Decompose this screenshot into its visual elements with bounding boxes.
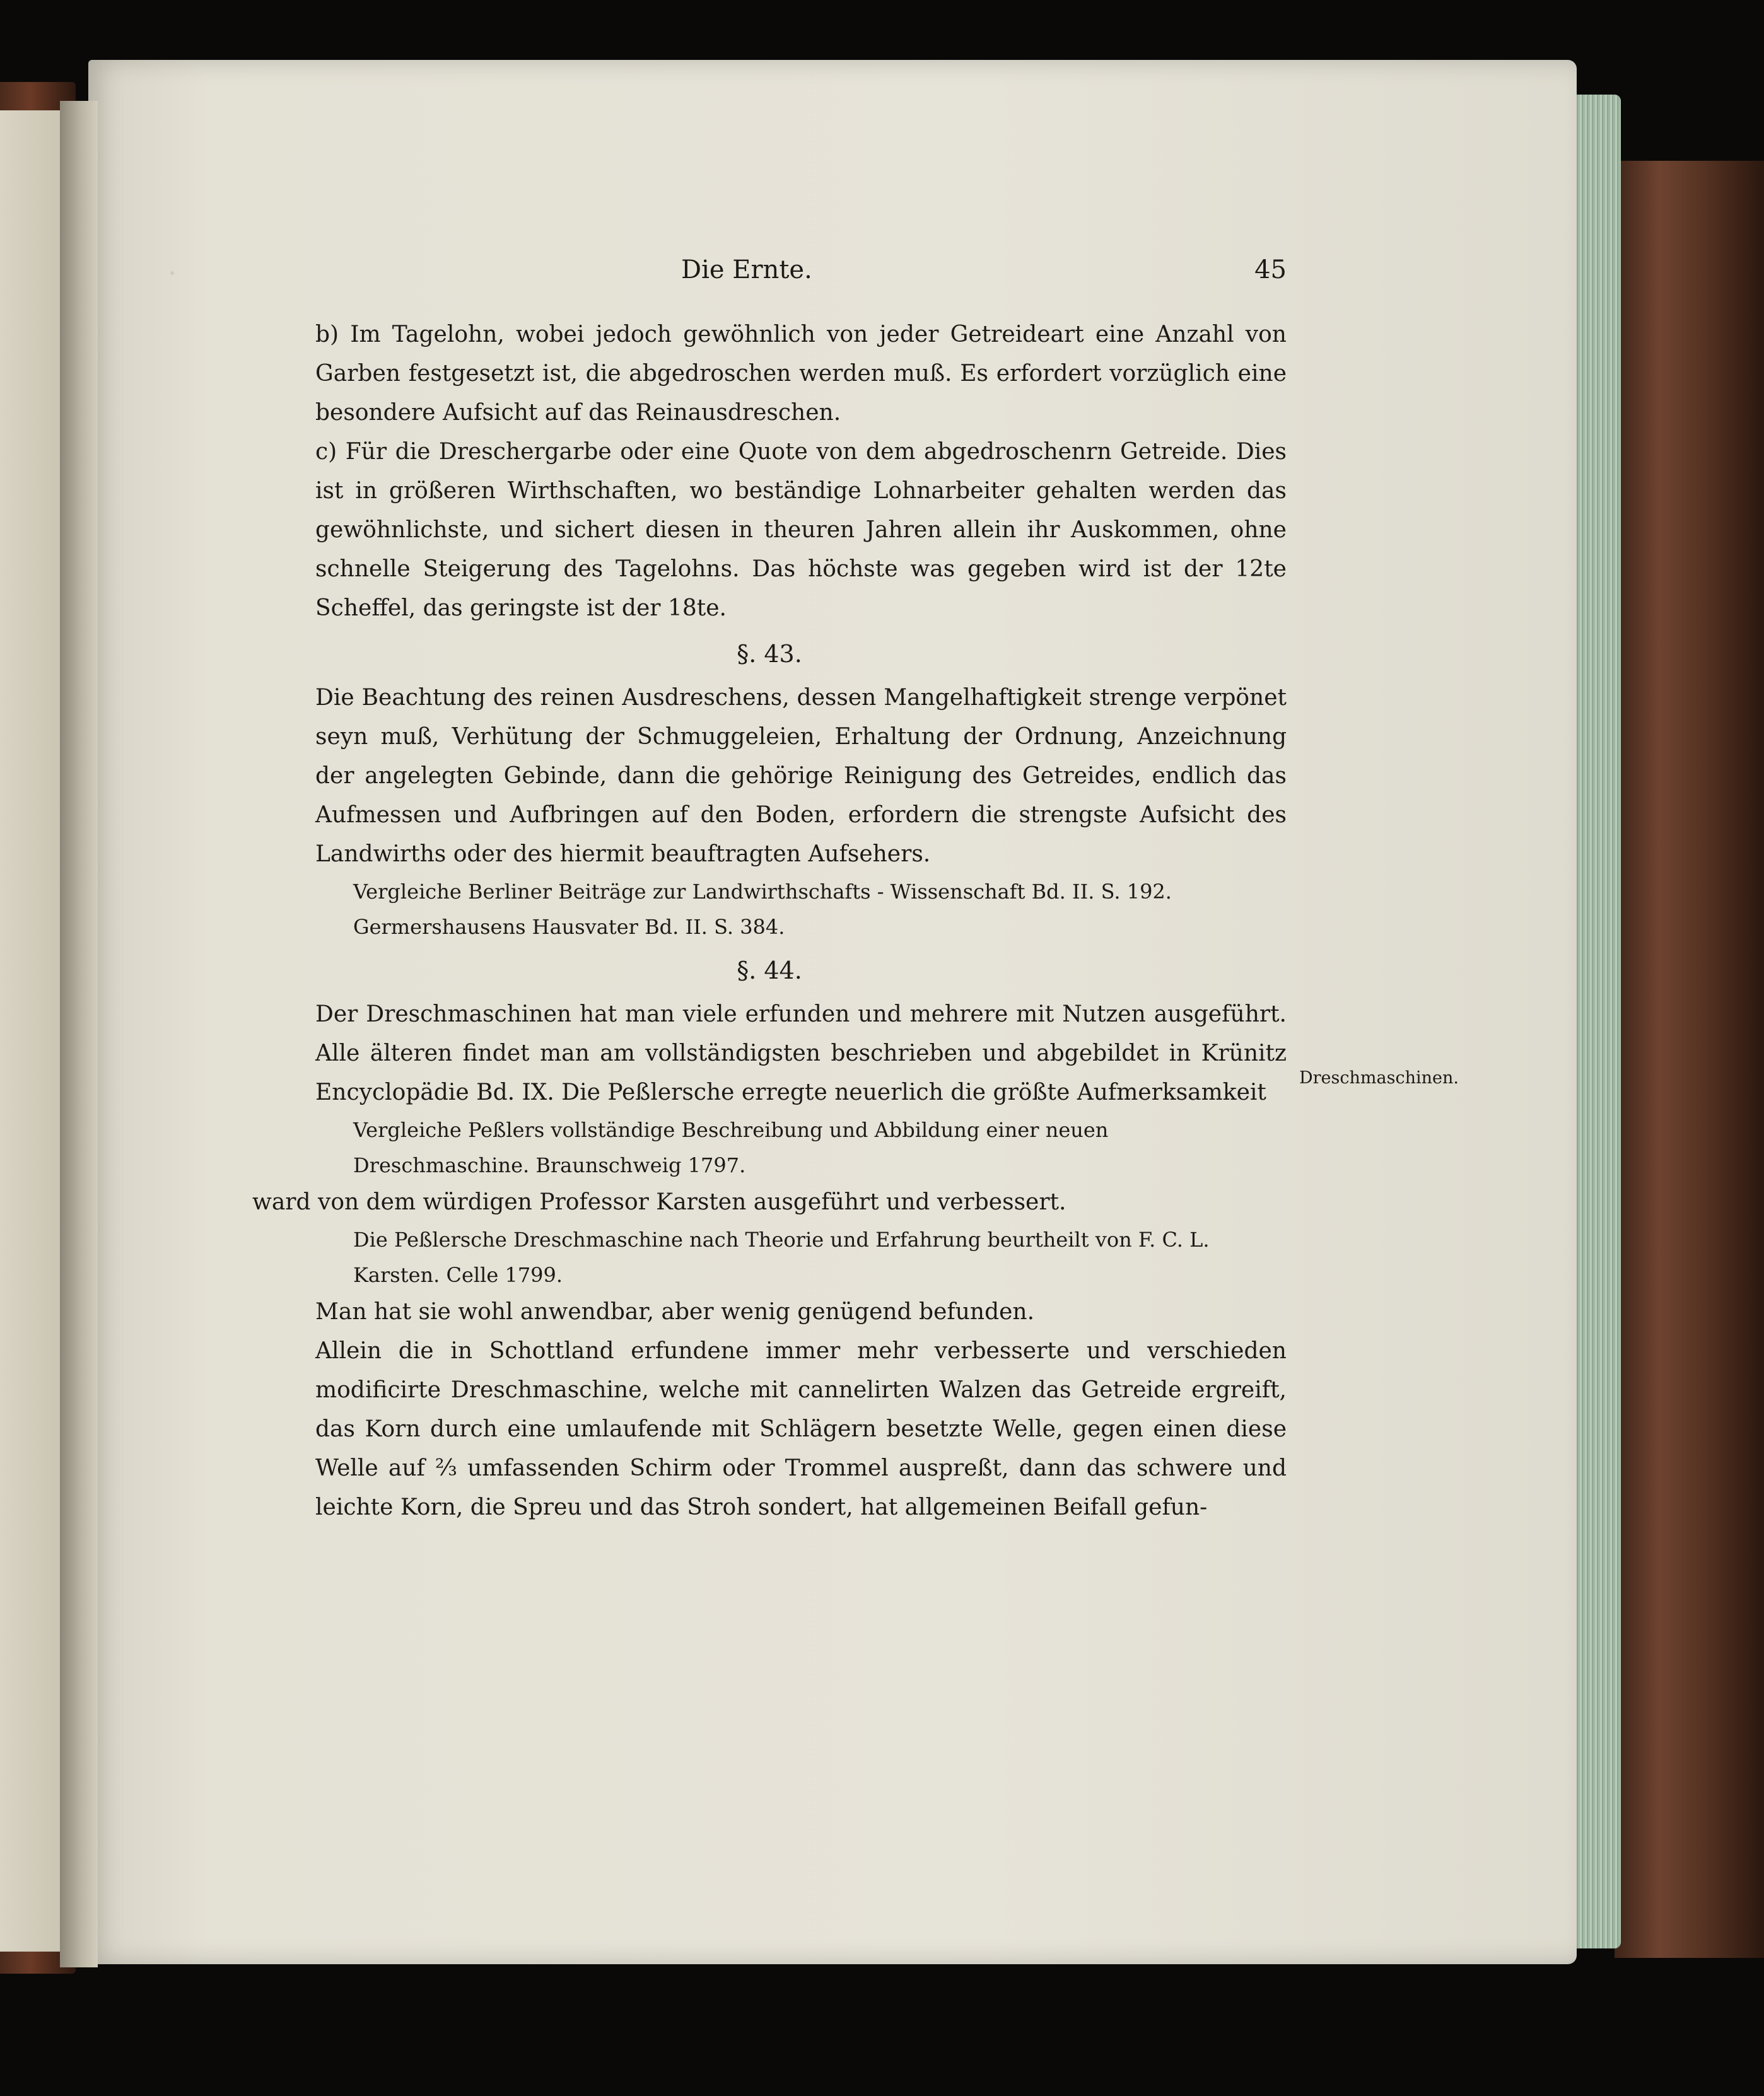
paragraph-43: Die Beachtung des reinen Ausdreschens, dessen Mangelhaftigkeit strenge verpönet seyn muß, Verhütung der Schmuggeleien, Erhaltung der Ordnung, Anzeichnung der angelegten Gebinde, dann die gehörige Reinigung des Getreides, endlich das Aufmessen und Aufbringen auf den Boden, erfordern die strengste Aufsicht des Landwirths oder des hiermit beauftragten Aufsehers. bbox=[315, 685, 1287, 867]
section-heading-44: §. 44. bbox=[737, 957, 802, 984]
paragraph-44-scottish: Allein die in Schottland erfundene immer mehr verbesserte und verschieden modificirte Dreschmaschine, welche mit cannelirten Walzen das Getreide ergreift, das Korn durch eine umlaufende mit Schlägern besetzte Welle, gegen einen diese Welle auf ⅔ umfassenden Schirm oder Trommel auspreßt, dann das schwere und leichte Korn, die Spreu und das Stroh sondert, hat allgemeinen Beifall gefun- bbox=[315, 1338, 1287, 1520]
paragraph-44-continued: ward von dem würdigen Professor Karsten ausgeführt und verbessert. bbox=[252, 1189, 1066, 1215]
footnote-44b: Die Peßlersche Dreschmaschine nach Theorie und Erfahrung beurtheilt von F. C. L. Karsten. Celle 1799. bbox=[353, 1228, 1210, 1287]
footnote-43: Vergleiche Berliner Beiträge zur Landwirthschafts - Wissenschaft Bd. II. S. 192. Germershausens Hausvater Bd. II. S. 384. bbox=[353, 880, 1172, 939]
left-page-edge bbox=[0, 110, 60, 1952]
page-number: 45 bbox=[1254, 255, 1287, 284]
page-body bbox=[252, 315, 1287, 1527]
speck bbox=[170, 271, 174, 275]
paragraph-b: b) Im Tagelohn, wobei jedoch gewöhnlich von jeder Getreideart eine Anzahl von Garben festgesetzt ist, die abgedroschen werden muß. Es erfordert vorzüglich eine besondere Aufsicht auf das Reinausdreschen. bbox=[315, 322, 1287, 426]
margin-note: Dreschmaschinen. bbox=[1299, 1068, 1459, 1088]
paragraph-c: c) Für die Dreschergarbe oder eine Quote von dem abgedroschenrn Getreide. Dies ist in größeren Wirthschaften, wo beständige Lohnarbeiter gehalten werden das gewöhnlichste, und sichert diesen in theuren Jahren allein ihr Auskommen, ohne schnelle Steigerung des Tagelohns. Das höchste was gegeben wird ist der 12te Scheffel, das geringste ist der 18te. bbox=[315, 439, 1287, 621]
book-gutter bbox=[60, 101, 98, 1967]
paragraph-44: Der Dreschmaschinen hat man viele erfunden und mehrere mit Nutzen ausgeführt. Alle älteren findet man am vollständigsten beschrieben und abgebildet in Krünitz Encyclopädie Bd. IX. Die Peßlersche erregte neuerlich die größte Aufmerksamkeit bbox=[315, 1001, 1287, 1105]
right-cover bbox=[1615, 161, 1764, 1958]
running-header bbox=[252, 255, 1287, 293]
footnote-44a: Vergleiche Peßlers vollständige Beschreibung und Abbildung einer neuen Dreschmaschine. Braunschweig 1797. bbox=[353, 1118, 1109, 1177]
running-title: Die Ernte. bbox=[681, 255, 812, 284]
paragraph-44-verdict: Man hat sie wohl anwendbar, aber wenig genügend befunden. bbox=[315, 1299, 1035, 1325]
section-heading-43: §. 43. bbox=[737, 640, 802, 668]
